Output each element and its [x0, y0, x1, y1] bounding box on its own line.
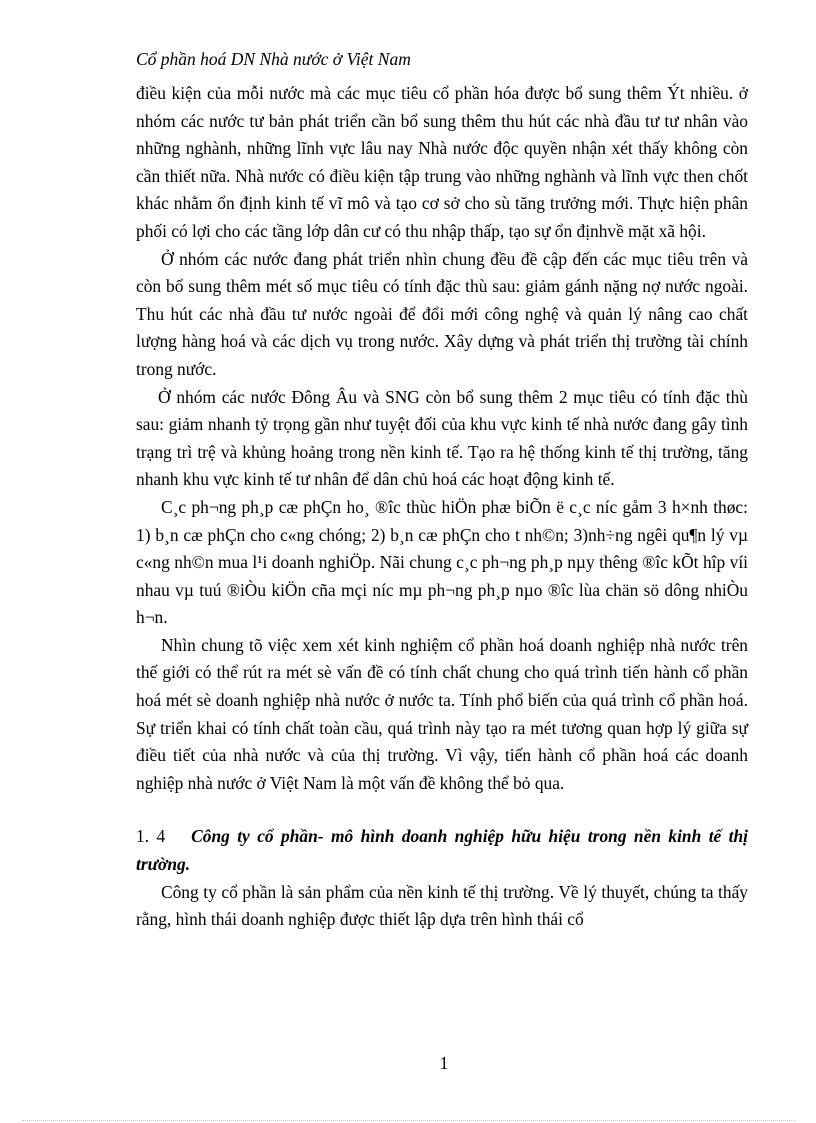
section-title: Công ty cổ phần- mô hình doanh nghiệp hữu hiệu trong nền kinh tế thị trường. — [136, 826, 748, 875]
running-header: Cổ phần hoá DN Nhà nước ở Việt Nam — [136, 49, 411, 69]
body-text — [136, 80, 748, 934]
page-number: 1 — [439, 1053, 449, 1073]
paragraph-continued: điều kiện của mỗi nước mà các mục tiêu cổ phần hóa được bổ sung thêm Ýt nhiều. ở nhóm các nước tư bản phát triển cần bổ sung thêm thu hút các nhà đầu tư tư nhân vào những nghành, những lĩnh vực lâu nay Nhà nước độc quyền nhận xét thấy không còn cần thiết nữa. Nhà nước có điều kiện tập trung vào những nghành và lĩnh vực then chốt khác nhằm ổn định kinh tế vĩ mô và tạo cơ sở cho sù tăng trưởng mới. Thực hiện phân phối có lợi cho các tầng lớp dân cư có thu nhập thấp, tạo sự ổn địnhvề mặt xã hội. — [136, 83, 748, 241]
page-bottom-divider — [22, 1120, 796, 1121]
paragraph-section-intro: Công ty cổ phần là sản phẩm của nền kinh tế thị trường. Về lý thuyết, chúng ta thấy rằng, hình thái doanh nghiệp được thiết lập dựa trên hình thái cổ — [136, 881, 748, 930]
paragraph-developing-countries: Ở nhóm các nước đang phát triển nhìn chung đều đề cập đến các mục tiêu trên và còn bổ sung thêm mét số mục tiêu có tính đặc thù sau: giảm gánh nặng nợ nước ngoài. Thu hút các nhà đầu tư nước ngoài để đổi mới công nghệ và quản lý nâng cao chất lượng hàng hoá và các dịch vụ trong nước. Xây dựng và phát triển thị trường tài chính trong nước. — [136, 248, 748, 379]
section-number: 1. 4 — [136, 826, 166, 847]
section-heading — [136, 823, 748, 878]
paragraph-conclusion: Nhìn chung tõ việc xem xét kinh nghiệm cổ phần hoá doanh nghiệp nhà nước trên thế giới có thể rút ra mét sè vấn đề có tính chất chung cho quá trình tiến hành cổ phần hoá mét sè doanh nghiệp nhà nước ở nước ta. Tính phổ biến của quá trình cổ phần hoá. Sự triển khai có tính chất toàn cầu, quá trình này tạo ra mét tương quan hợp lý giữa sự điều tiết của nhà nước và của thị trường. Vì vậy, tiến hành cổ phần hoá các doanh nghiệp nhà nước ở Việt Nam là một vấn đề không thể bỏ qua. — [136, 634, 748, 793]
paragraph-eastern-europe: Ở nhóm các nước Đông Âu và SNG còn bổ sung thêm 2 mục tiêu có tính đặc thù sau: giảm nhanh tỷ trọng gần như tuyệt đối của khu vực kinh tế nhà nước đang gây tình trạng trì trệ và khủng hoảng trong nền kinh tế. Tạo ra hệ thống kinh tế thị trường, tăng nhanh khu vực kinh tế tư nhân để dân chủ hoá các hoạt động kinh tế. — [136, 386, 748, 490]
paragraph-methods: C¸c ph¬ng ph¸p cæ phÇn ho¸ ®îc thùc hiÖn phæ biÕn ë c¸c níc gåm 3 h×nh thøc: 1) b¸n cæ phÇn cho c«ng chóng; 2) b¸n cæ phÇn cho t nh©n; 3)nh÷ng ngêi qu¶n lý vµ c«ng nh©n mua l¹i doanh nghiÖp. Nãi chung c¸c ph¬ng ph¸p nµy thêng ®îc kÕt hîp víi nhau vµ tuú ®iÒu kiÖn cña mçi níc mµ ph¬ng ph¸p nµo ®îc lùa chän sö dông nhiÒu h¬n. — [136, 496, 748, 628]
